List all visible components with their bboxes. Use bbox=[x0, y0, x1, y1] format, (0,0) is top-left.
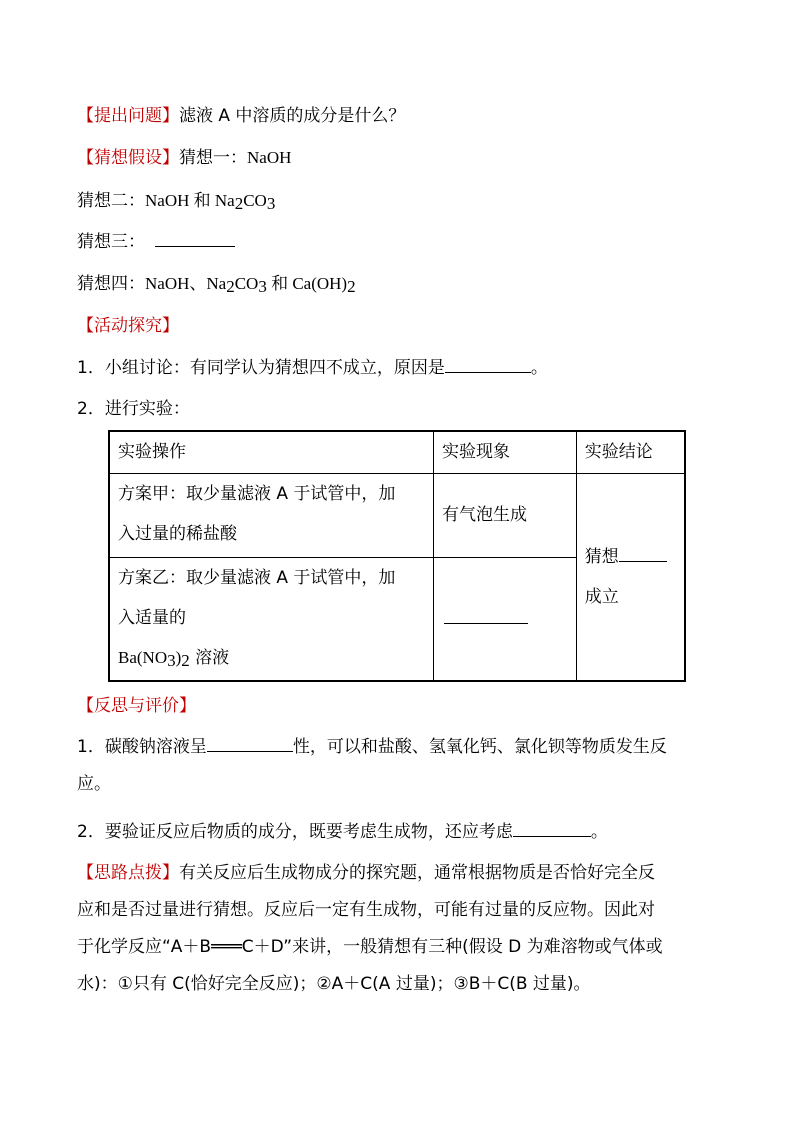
section-tag-activity: 【活动探究】 bbox=[77, 316, 179, 336]
plan-b-operation bbox=[109, 557, 434, 681]
guess-2-sub2: 3 bbox=[266, 194, 276, 213]
reflection-item-2 bbox=[77, 820, 608, 844]
conclusion-blank[interactable] bbox=[619, 545, 667, 562]
tip-paragraph bbox=[77, 855, 717, 1003]
guess-4-formula-a: NaOH、Na bbox=[145, 274, 227, 293]
conclusion-line-1 bbox=[585, 537, 676, 577]
plan-b-phenomenon-blank[interactable] bbox=[444, 607, 528, 624]
table-header-row bbox=[109, 431, 685, 473]
header-operation: 实验操作 bbox=[109, 431, 434, 473]
reflection-item-2-text: 2．要验证反应后物质的成分，既要考虑生成物，还应考虑 bbox=[77, 822, 513, 842]
section-tag-hypothesis: 【猜想假设】 bbox=[77, 148, 179, 168]
guess-3-blank[interactable] bbox=[155, 230, 235, 247]
plan-b-sub2: 2 bbox=[181, 650, 190, 670]
reflection-item-1-a: 1．碳酸钠溶液呈 bbox=[77, 737, 207, 757]
activity-item-1 bbox=[77, 356, 548, 380]
plan-a-phenomenon: 有气泡生成 bbox=[434, 473, 577, 557]
section-tag-reflection: 【反思与评价】 bbox=[77, 696, 196, 716]
activity-item-1-text: 1．小组讨论：有同学认为猜想四不成立，原因是 bbox=[77, 358, 445, 378]
question-text: 滤液 A 中溶质的成分是什么？ bbox=[179, 106, 406, 126]
plan-a-line-2: 入过量的稀盐酸 bbox=[118, 523, 237, 544]
plan-b-formula-a: Ba(NO bbox=[118, 647, 168, 667]
experiment-table bbox=[108, 430, 686, 682]
reason-blank[interactable] bbox=[445, 356, 531, 373]
section-tag-tip: 【思路点拨】 bbox=[77, 863, 179, 883]
reflection-item-1-line-1 bbox=[77, 729, 717, 766]
guess-2-sub: 2 bbox=[234, 194, 244, 213]
header-phenomenon: 实验现象 bbox=[434, 431, 577, 473]
guess-4-formula-b: CO bbox=[234, 274, 259, 293]
reflection-item-1 bbox=[77, 729, 717, 803]
guess-2-label: 猜想二： bbox=[77, 191, 145, 211]
tip-line-3: 于化学反应“A＋B═══C＋D”来讲，一般猜想有三种(假设 D 为难溶物或气体或 bbox=[77, 937, 663, 957]
conclusion-line-2: 成立 bbox=[584, 586, 619, 607]
guess-2-formula-a: NaOH 和 Na bbox=[145, 191, 235, 210]
question-line bbox=[77, 104, 405, 128]
table-row bbox=[109, 473, 685, 557]
section-tag-question: 【提出问题】 bbox=[77, 106, 179, 126]
plan-a-line-1: 方案甲：取少量滤液 A 于试管中，加 bbox=[118, 483, 396, 504]
conclusion-guess-label: 猜想 bbox=[584, 546, 619, 567]
tip-line-2: 应和是否过量进行猜想。反应后一定有生成物，可能有过量的反应物。因此对 bbox=[77, 900, 655, 920]
conclusion-cell bbox=[576, 473, 685, 681]
guess-1-formula: NaOH bbox=[247, 148, 292, 167]
plan-b-line-2: 入适量的 bbox=[118, 607, 186, 628]
header-conclusion: 实验结论 bbox=[576, 431, 685, 473]
guess-4-sub3: 2 bbox=[347, 277, 356, 296]
guess-3-label: 猜想三： bbox=[77, 232, 145, 252]
guess-4-label: 猜想四： bbox=[77, 274, 145, 294]
tip-line-1 bbox=[77, 855, 717, 892]
plan-b-line-3 bbox=[118, 638, 425, 678]
tip-line-4: 水)：①只有 C(恰好完全反应)；②A＋C(A 过量)；③B＋C(B 过量)。 bbox=[77, 974, 591, 994]
activity-item-2-text: 2．进行实验： bbox=[77, 399, 190, 419]
guess-1-label: 猜想一： bbox=[179, 148, 247, 168]
hypothesis-line-3 bbox=[77, 230, 235, 254]
nature-blank[interactable] bbox=[207, 735, 293, 752]
activity-heading bbox=[77, 314, 179, 338]
plan-b-formula-b: ) bbox=[175, 647, 182, 667]
reflection-item-2-end: 。 bbox=[590, 822, 608, 842]
hypothesis-line-4 bbox=[77, 272, 356, 296]
tip-line-1-text: 有关反应后生成物成分的探究题，通常根据物质是否恰好完全反 bbox=[179, 863, 655, 883]
reflection-item-1-b: 性，可以和盐酸、氢氧化钙、氯化钡等物质发生反 bbox=[292, 737, 667, 757]
activity-item-1-end: 。 bbox=[530, 358, 548, 378]
plan-b-phenomenon bbox=[434, 557, 577, 681]
reflection-heading bbox=[77, 694, 196, 718]
hypothesis-line-1 bbox=[77, 146, 291, 170]
guess-4-sub2: 3 bbox=[258, 277, 267, 296]
plan-b-line-1: 方案乙：取少量滤液 A 于试管中，加 bbox=[118, 567, 396, 588]
activity-item-2 bbox=[77, 397, 190, 421]
guess-2-formula-b: CO bbox=[243, 191, 267, 210]
hypothesis-line-2 bbox=[77, 189, 275, 213]
plan-b-sub: 3 bbox=[167, 650, 176, 670]
guess-4-formula-c: 和 Ca(OH) bbox=[266, 274, 348, 293]
guess-4-sub: 2 bbox=[226, 277, 235, 296]
plan-a-operation bbox=[109, 473, 434, 557]
plan-b-solution: 溶液 bbox=[189, 647, 230, 668]
consider-blank[interactable] bbox=[513, 820, 591, 837]
reflection-item-1-line-2: 应。 bbox=[77, 774, 111, 794]
